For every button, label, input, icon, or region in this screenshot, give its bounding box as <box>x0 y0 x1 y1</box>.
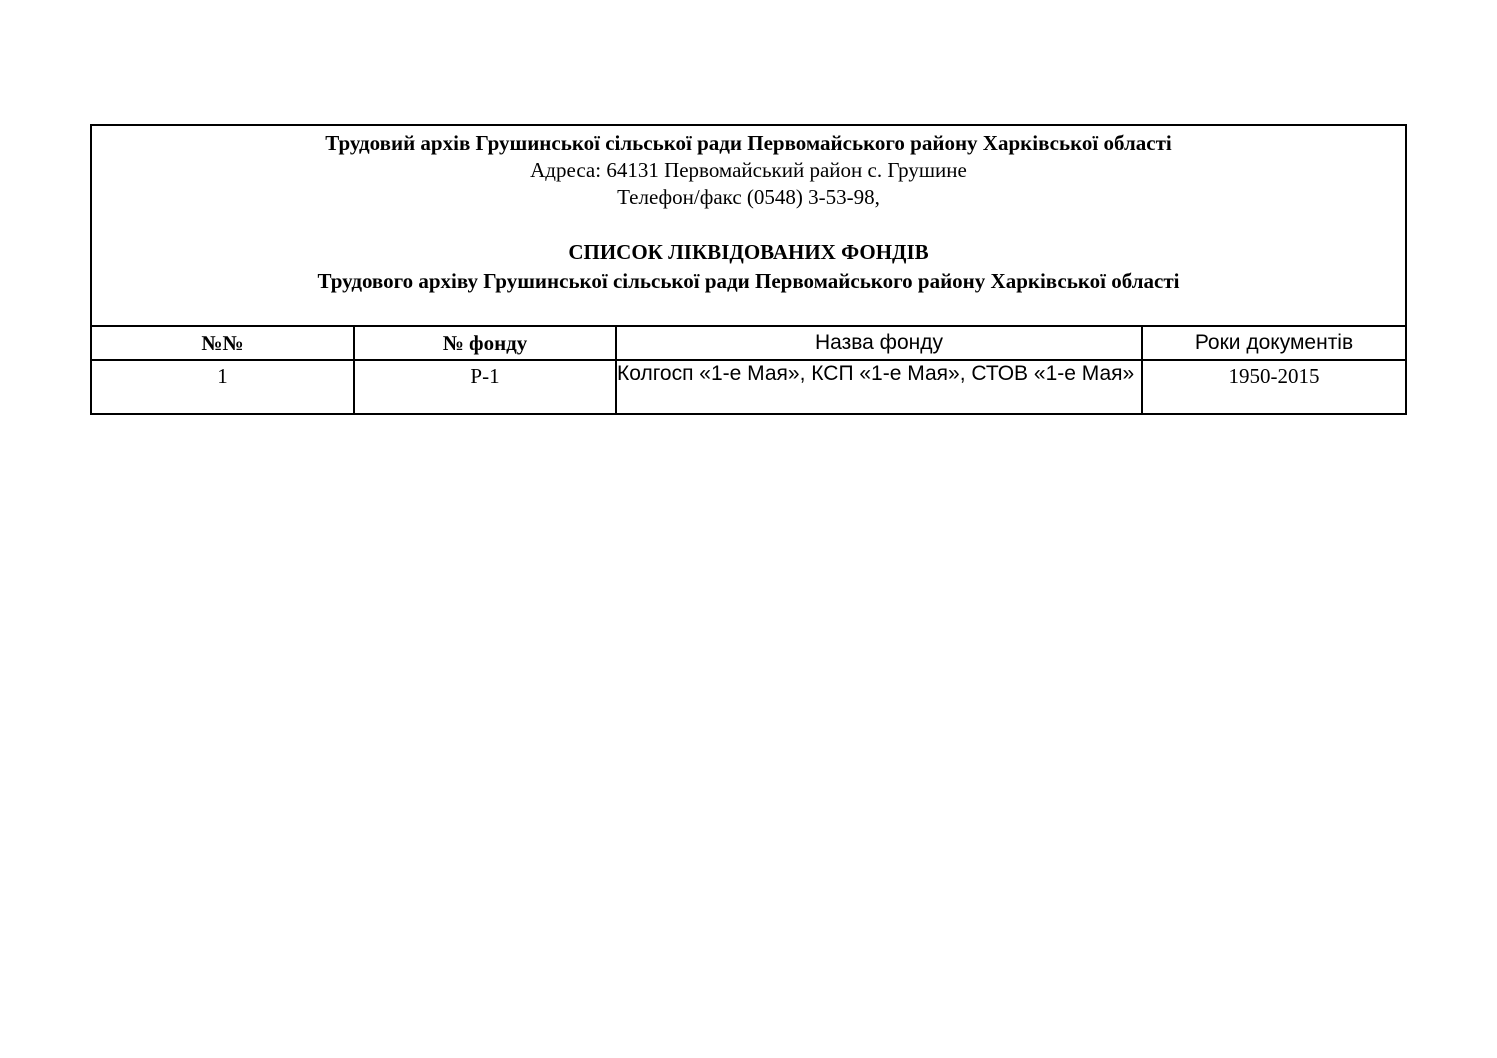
document-frame <box>90 124 1407 415</box>
column-header-number: №№ <box>92 327 354 360</box>
funds-table <box>92 327 1405 413</box>
column-header-fund-name: Назва фонду <box>616 327 1142 360</box>
cell-number: 1 <box>92 360 354 413</box>
cell-fund-number: Р-1 <box>354 360 616 413</box>
table-row <box>92 360 1405 413</box>
table-header-row <box>92 327 1405 360</box>
list-subtitle: Трудового архіву Грушинської сільської ради Первомайського району Харківської області <box>317 269 1180 293</box>
org-phone: Телефон/факс (0548) 3-53-98, <box>617 185 880 209</box>
org-title: Трудовий архів Грушинської сільської ради Первомайського району Харківської області <box>325 131 1172 155</box>
document-header <box>92 126 1405 327</box>
cell-fund-name: Колгосп «1-е Мая», КСП «1-е Мая», СТОВ «1-е Мая» <box>616 360 1142 413</box>
spacer <box>92 211 1405 238</box>
column-header-document-years: Роки документів <box>1142 327 1405 360</box>
list-title: СПИСОК ЛІКВІДОВАНИХ ФОНДІВ <box>568 240 929 264</box>
cell-document-years: 1950-2015 <box>1142 360 1405 413</box>
column-header-fund-number: № фонду <box>354 327 616 360</box>
org-address: Адреса: 64131 Первомайський район с. Грушине <box>530 158 967 182</box>
